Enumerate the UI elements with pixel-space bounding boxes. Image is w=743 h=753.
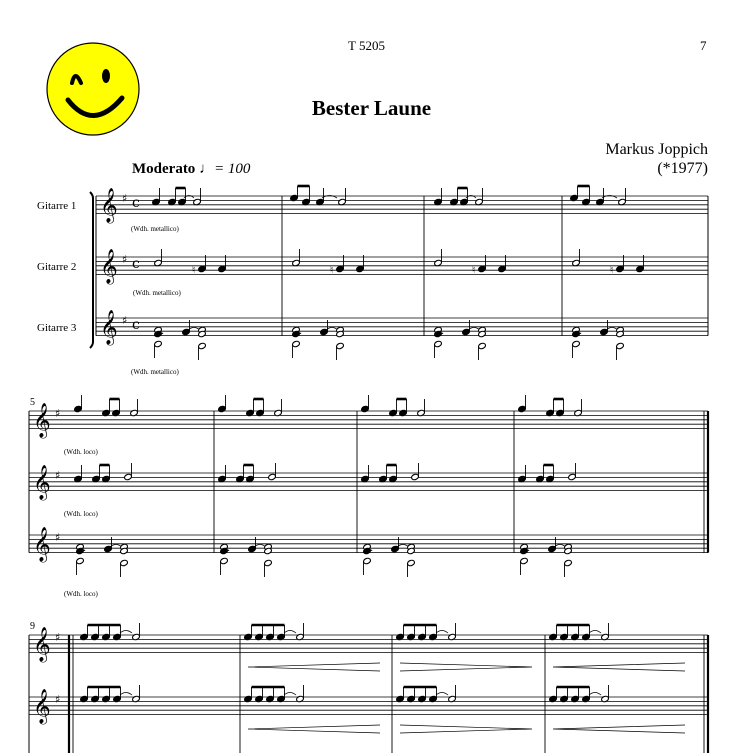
notehead (198, 342, 207, 349)
natural-sign: ♮ (330, 265, 334, 276)
tie (120, 693, 132, 696)
tie (436, 693, 448, 696)
dot: . (83, 543, 87, 554)
notehead (498, 265, 507, 272)
treble-clef-icon: 𝄞 (33, 465, 51, 500)
dot: . (227, 543, 231, 554)
page-number: 7 (700, 38, 707, 53)
quarter-note-icon: ♩ (199, 161, 215, 177)
decrescendo-hairpin (400, 663, 532, 671)
treble-clef-icon: 𝄞 (33, 689, 51, 724)
treble-clef-icon: 𝄞 (100, 188, 118, 223)
expression-text: (Wdh. metallico) (131, 225, 179, 233)
key-signature-sharp: ♯ (55, 631, 61, 644)
notehead (478, 342, 487, 349)
notehead (572, 340, 581, 347)
notehead (120, 559, 129, 566)
tie (436, 631, 448, 634)
catalog-number: T 5205 (348, 38, 385, 53)
notehead (636, 265, 645, 272)
notehead (356, 265, 365, 272)
notehead (363, 557, 372, 564)
dot: . (161, 326, 165, 337)
instrument-label-2: Gitarre 2 (37, 261, 77, 273)
notehead (616, 265, 625, 272)
dot: . (370, 543, 374, 554)
system-bracket (90, 192, 93, 348)
notehead (411, 473, 420, 480)
expression-text: (Wdh. loco) (64, 590, 98, 598)
treble-clef-icon: 𝄞 (33, 403, 51, 438)
instrument-label-3: Gitarre 3 (37, 322, 77, 334)
key-signature-sharp: ♯ (55, 693, 61, 706)
notehead (361, 405, 370, 412)
notehead (407, 559, 416, 566)
dot: . (299, 326, 303, 337)
tie (589, 631, 601, 634)
notehead (568, 473, 577, 480)
notehead (518, 405, 527, 412)
notehead (218, 405, 227, 412)
expression-text: (Wdh. loco) (64, 448, 98, 456)
crescendo-hairpin (248, 663, 380, 671)
instrument-label-1: Gitarre 1 (37, 200, 77, 212)
tie (284, 631, 296, 634)
notehead (198, 265, 207, 272)
tempo-label: Moderato (132, 161, 196, 177)
notehead (76, 557, 85, 564)
crescendo-hairpin (248, 725, 380, 733)
treble-clef-icon: 𝄞 (100, 249, 118, 284)
common-time-icon: c (132, 256, 140, 272)
composer-years: (*1977) (657, 160, 708, 177)
notehead (292, 340, 301, 347)
key-signature-sharp: ♯ (122, 253, 128, 266)
composer-name: Markus Joppich (605, 141, 708, 158)
expression-text: (Wdh. metallico) (133, 289, 181, 297)
expression-text: (Wdh. metallico) (131, 368, 179, 376)
key-signature-sharp: ♯ (55, 407, 61, 420)
notehead (434, 340, 443, 347)
measure-number: 9 (30, 621, 35, 632)
key-signature-sharp: ♯ (122, 192, 128, 205)
decrescendo-hairpin (400, 725, 532, 733)
piece-title: Bester Laune (311, 96, 432, 120)
tie (589, 693, 601, 696)
crescendo-hairpin (553, 663, 685, 671)
notehead (616, 342, 625, 349)
notehead (154, 340, 163, 347)
tie (284, 693, 296, 696)
treble-clef-icon: 𝄞 (33, 527, 51, 562)
notehead (564, 559, 573, 566)
crescendo-hairpin (553, 725, 685, 733)
treble-clef-icon: 𝄞 (100, 310, 118, 345)
notehead (124, 473, 133, 480)
notehead (268, 473, 277, 480)
notehead (336, 265, 345, 272)
natural-sign: ♮ (472, 265, 476, 276)
dot: . (527, 543, 531, 554)
key-signature-sharp: ♯ (55, 531, 61, 544)
notehead (520, 557, 529, 564)
notehead (218, 265, 227, 272)
tie (120, 631, 132, 634)
notehead (478, 265, 487, 272)
key-signature-sharp: ♯ (55, 469, 61, 482)
notehead (264, 559, 273, 566)
expression-text: (Wdh. loco) (64, 510, 98, 518)
tempo-bpm: = 100 (214, 161, 251, 177)
dot: . (441, 326, 445, 337)
dot: . (579, 326, 583, 337)
natural-sign: ♮ (610, 265, 614, 276)
notehead (74, 405, 83, 412)
notehead (336, 342, 345, 349)
treble-clef-icon: 𝄞 (33, 627, 51, 662)
notehead (220, 557, 229, 564)
key-signature-sharp: ♯ (122, 314, 128, 327)
natural-sign: ♮ (192, 265, 196, 276)
common-time-icon: c (132, 195, 140, 211)
measure-number: 5 (30, 397, 35, 408)
common-time-icon: c (132, 317, 140, 333)
